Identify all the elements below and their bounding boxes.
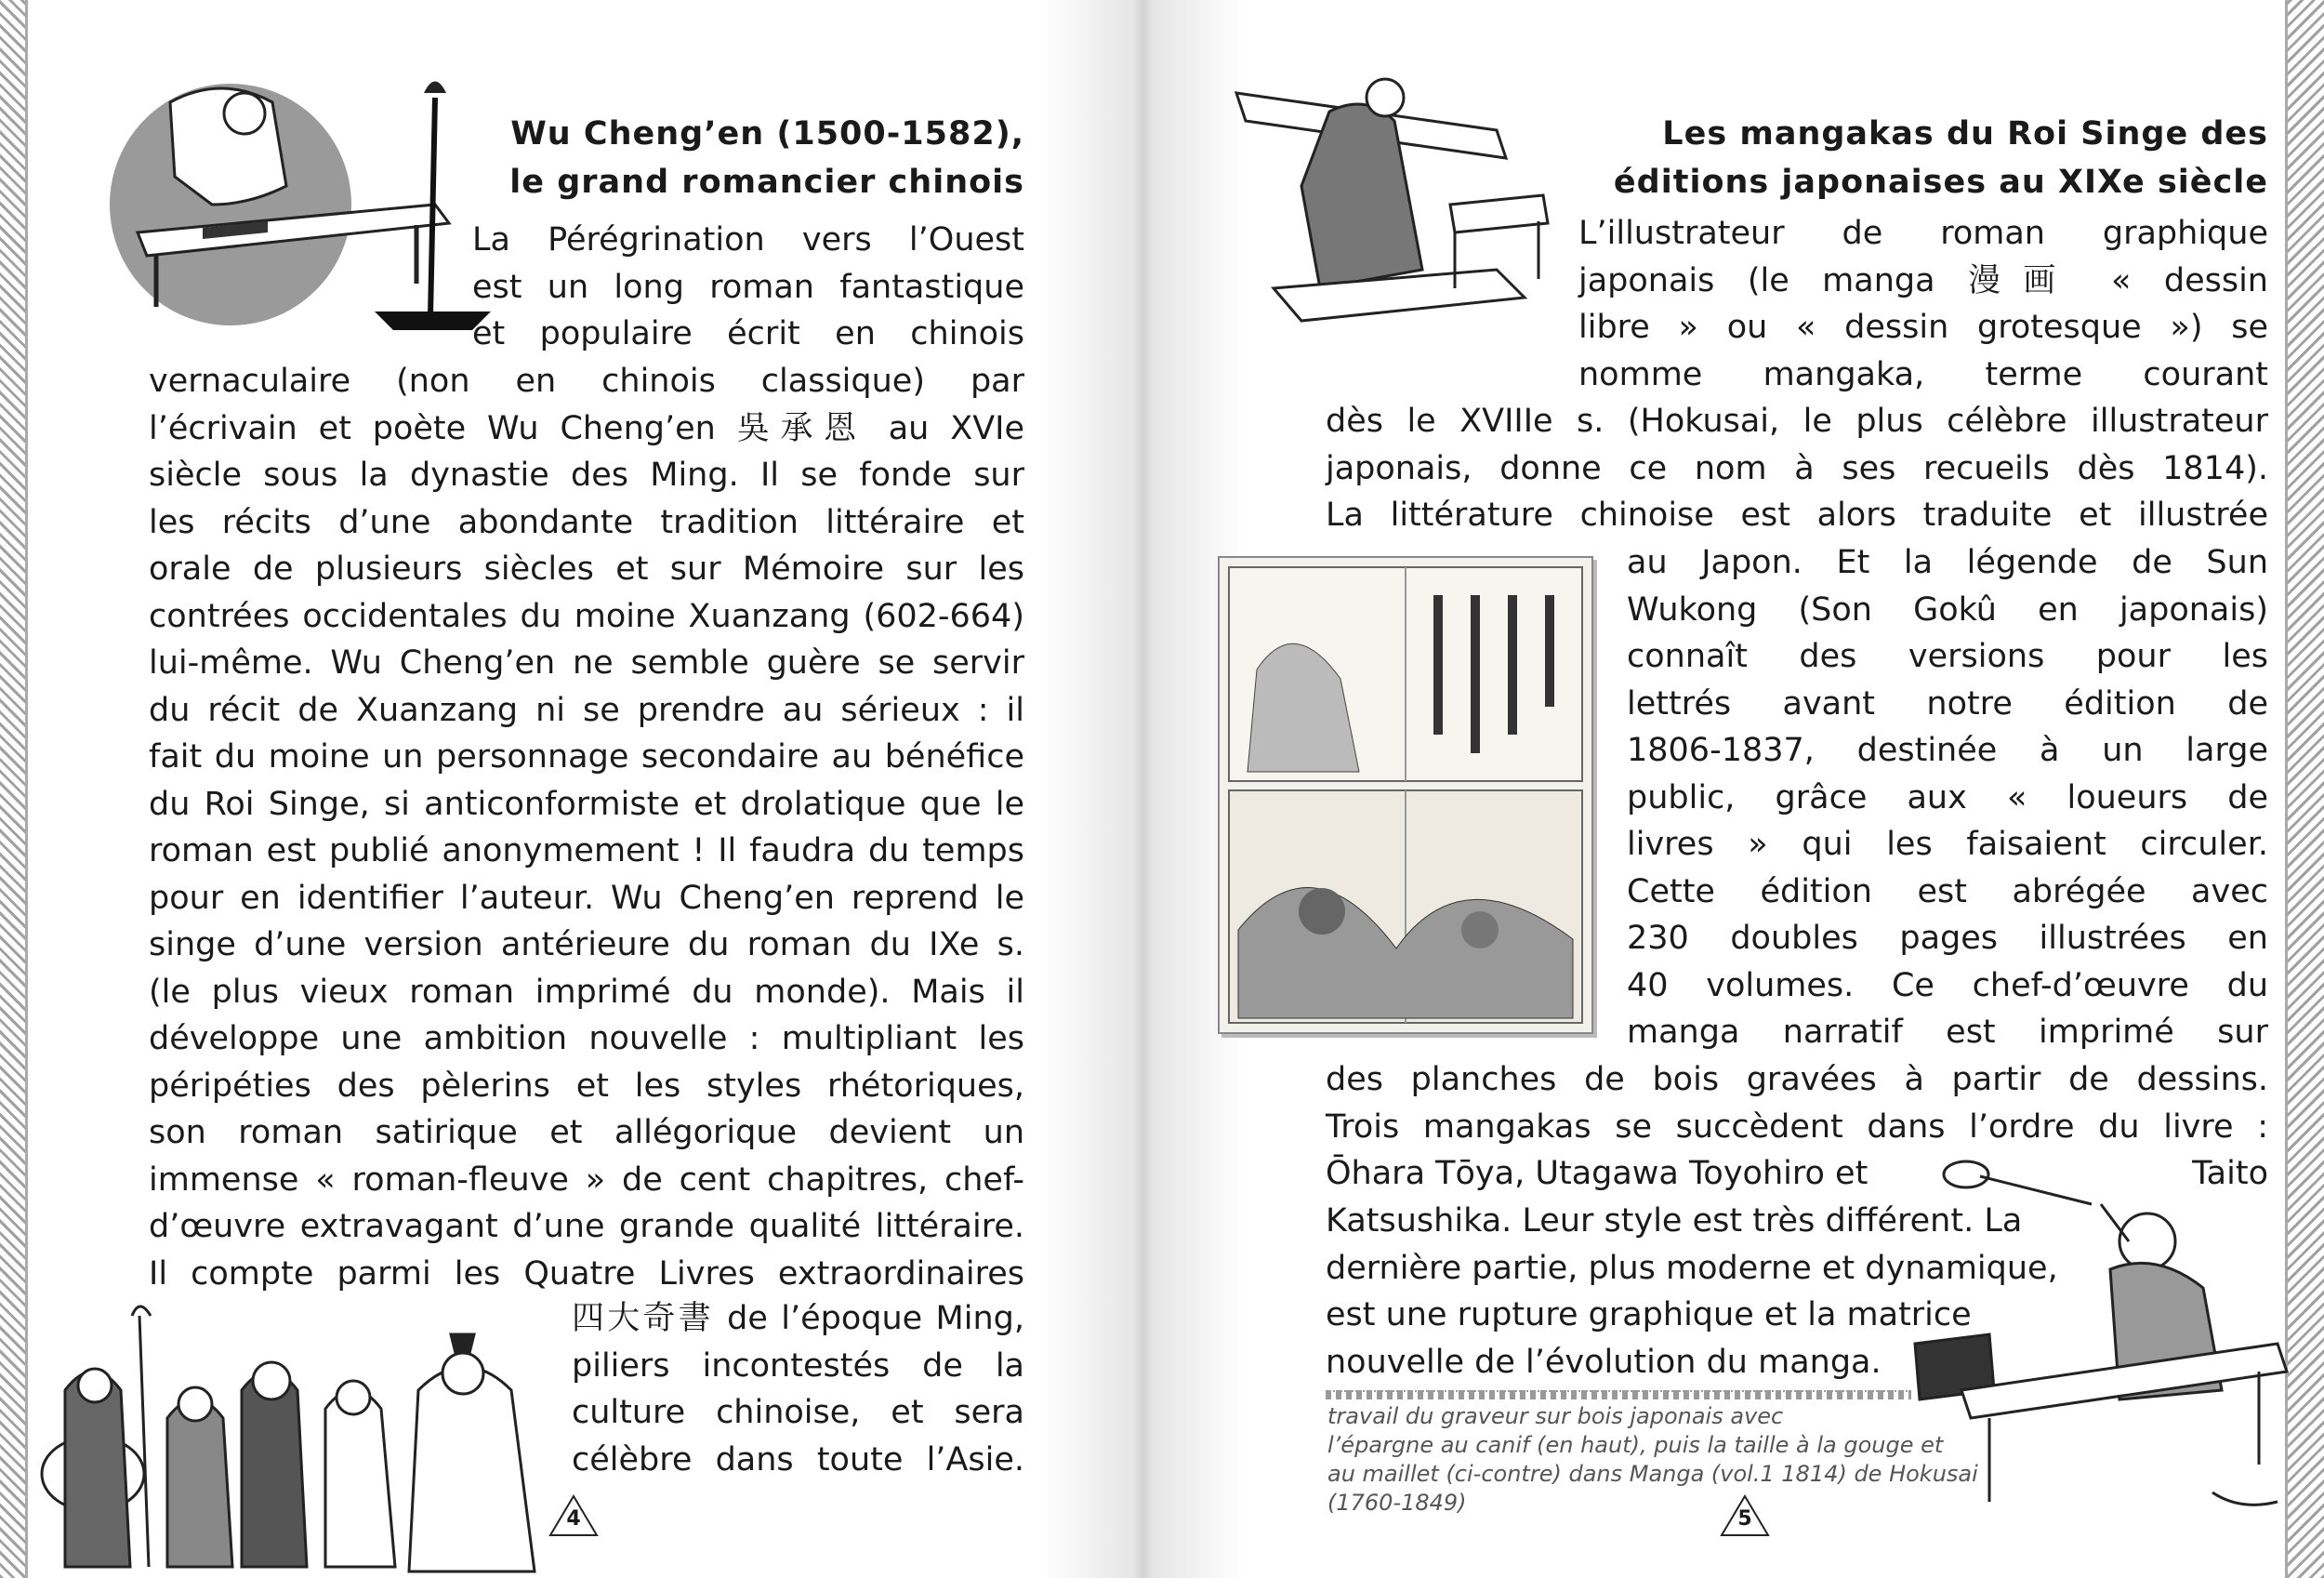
right-heading — [1525, 110, 2268, 206]
left-heading-line1: Wu Cheng’en (1500-1582), — [510, 115, 1024, 152]
text-line-20: Ōhara Tōya, Utagawa Toyohiro et — [1326, 1155, 1868, 1192]
text-line-8: Wukong (Son Gokû en japonais) — [1627, 590, 2268, 629]
text-line-5: japonais, donne ce nom à ses recueils dès 1814). — [1326, 449, 2268, 487]
text-line-14: pour en identifier l’auteur. Wu Cheng’en reprend le — [149, 879, 1024, 917]
text-line-15: singe d’une version antérieure du roman du IXe s. — [149, 926, 1024, 963]
text-line-20: immense « roman-fleuve » de cent chapitres, chef- — [149, 1160, 1024, 1199]
text-line-3: vernaculaire (non en chinois classique) par — [149, 363, 1024, 400]
left-page — [28, 0, 1041, 1578]
text-line-1: est un long roman fantastique — [472, 268, 1024, 306]
text-line-19: son roman satirique et allégorique devient un — [149, 1114, 1024, 1151]
text-line-4: dès le XVIIIe s. (Hokusai, le plus célèbre illustrateur — [1326, 403, 2268, 440]
text-line-25: nouvelle de l’évolution du manga. — [1326, 1343, 1882, 1381]
text-line-18: des planches de bois gravées à partir de dessins. — [1326, 1061, 2268, 1098]
caption-line-0: travail du graveur sur bois japonais avec — [1327, 1403, 1784, 1429]
right-body-top — [1578, 210, 2268, 398]
text-line-26: célèbre dans toute l’Asie. — [572, 1440, 1024, 1479]
text-line — [472, 264, 1024, 312]
text-line-5: siècle sous la dynastie des Ming. Il se fonde sur — [149, 457, 1024, 494]
text-line-21: Taito — [2192, 1155, 2268, 1192]
text-line-16: 40 volumes. Ce chef-d’œuvre du — [1627, 966, 2268, 1004]
caption-line-1: l’épargne au canif (en haut), puis la taille à la gouge et — [1327, 1432, 1944, 1458]
text-line-24: est une rupture graphique et la matrice — [1326, 1296, 1972, 1333]
text-line-6: les récits d’une abondante tradition littéraire et — [149, 503, 1024, 541]
text-line-22: Katsushika. Leur style est très différent. La — [1326, 1202, 2023, 1240]
text-line-13: livres » qui les faisaient circuler. — [1627, 826, 2268, 863]
text-line-6: La littérature chinoise est alors traduite et illustrée — [1326, 497, 2268, 534]
text-line-16: (le plus vieux roman imprimé du monde). Mais il — [149, 973, 1024, 1011]
caption — [1327, 1402, 2034, 1518]
left-heading — [474, 110, 1024, 206]
right-body-full-1 — [1326, 398, 2268, 539]
right-page-number — [1720, 1494, 1770, 1537]
right-body-bottom — [1326, 1198, 2058, 1386]
text-line-11: fait du moine un personnage secondaire au bénéfice — [149, 738, 1024, 776]
text-line-0: L’illustrateur de roman graphique — [1578, 215, 2268, 252]
text-line-1: japonais (le manga 漫画 « dessin — [1578, 261, 2268, 299]
caption-line-2: au maillet (ci-contre) dans Manga (vol.1 1814) de Hokusai (1760-1849) — [1327, 1461, 1978, 1516]
text-line — [472, 217, 1024, 264]
text-line-3: nomme mangaka, terme courant — [1578, 355, 2268, 393]
text-line-10: du récit de Xuanzang ni se prendre au sérieux : il — [149, 691, 1024, 729]
right-heading-line2: éditions japonaises au XIXe siècle — [1613, 164, 2268, 201]
text-line-17: développe une ambition nouvelle : multipliant les — [149, 1020, 1024, 1057]
right-body-full-2 — [1326, 1056, 2268, 1150]
text-line-13: roman est publié anonymement ! Il faudra du temps — [149, 832, 1024, 869]
text-line-23: 四大奇書 de l’époque Ming, — [572, 1300, 1024, 1337]
text-line-9: lui-même. Wu Cheng’en ne semble guère se servir — [149, 644, 1024, 682]
right-heading-line1: Les mangakas du Roi Singe des — [1662, 115, 2268, 152]
caption-divider — [1326, 1390, 1911, 1399]
text-line-17: manga narratif est imprimé sur — [1627, 1014, 2268, 1051]
left-page-number — [548, 1494, 599, 1537]
text-line-11: 1806-1837, destinée à un large — [1627, 732, 2268, 769]
text-line-7: orale de plusieurs siècles et sur Mémoire sur les — [149, 550, 1024, 588]
text-line-7: au Japon. Et la légende de Sun — [1627, 544, 2268, 581]
pilgrims-illustration — [28, 1288, 567, 1578]
text-line-15: 230 doubles pages illustrées en — [1627, 920, 2268, 957]
right-body-beside-photo — [1627, 539, 2268, 1056]
text-line-14: Cette édition est abrégée avec — [1627, 872, 2268, 910]
text-line-24: piliers incontestés de la — [572, 1346, 1024, 1385]
text-line — [472, 311, 1024, 358]
text-line-9: connaît des versions pour les — [1627, 638, 2268, 675]
text-line-23: dernière partie, plus moderne et dynamique, — [1326, 1249, 2058, 1287]
left-body-bottom — [572, 1295, 1024, 1483]
text-line-18: péripéties des pèlerins et les styles rhétoriques, — [149, 1067, 1024, 1105]
right-page-number-text: 5 — [1737, 1507, 1752, 1531]
text-line-22: Il compte parmi les Quatre Livres extraordinaires — [149, 1254, 1024, 1293]
text-line-10: lettrés avant notre édition de — [1627, 684, 2268, 723]
text-line-0: La Pérégrination vers l’Ouest — [472, 221, 1024, 259]
page-gutter — [1041, 0, 1246, 1578]
left-body-top — [472, 217, 1024, 358]
text-line-12: du Roi Singe, si anticonformiste et drolatique que le — [149, 785, 1024, 823]
left-page-number-text: 4 — [566, 1507, 581, 1531]
engraver-illustration-top — [1218, 56, 1552, 325]
right-page — [1246, 0, 2285, 1578]
text-line-12: public, grâce aux « loueurs de — [1627, 778, 2268, 816]
scholar-writing-illustration — [82, 65, 491, 344]
text-line-19: Trois mangakas se succèdent dans l’ordre du livre : — [1326, 1107, 2268, 1146]
woodblock-book-photo — [1218, 556, 1593, 1034]
left-body-main — [149, 358, 1024, 1297]
text-line-25: culture chinoise, et sera — [572, 1394, 1024, 1431]
text-line-2: et populaire écrit en chinois — [472, 315, 1024, 352]
text-line-8: contrées occidentales du moine Xuanzang (602-664) — [149, 597, 1024, 635]
text-line-4: l’écrivain et poète Wu Cheng’en 吳承恩 au XVIe — [149, 409, 1024, 447]
text-line-2: libre » ou « dessin grotesque ») se — [1578, 309, 2268, 346]
text-line-21: d’œuvre extravagant d’une grande qualité littéraire. — [149, 1208, 1024, 1245]
left-decorative-border — [0, 0, 28, 1578]
left-heading-line2: le grand romancier chinois — [509, 164, 1024, 201]
